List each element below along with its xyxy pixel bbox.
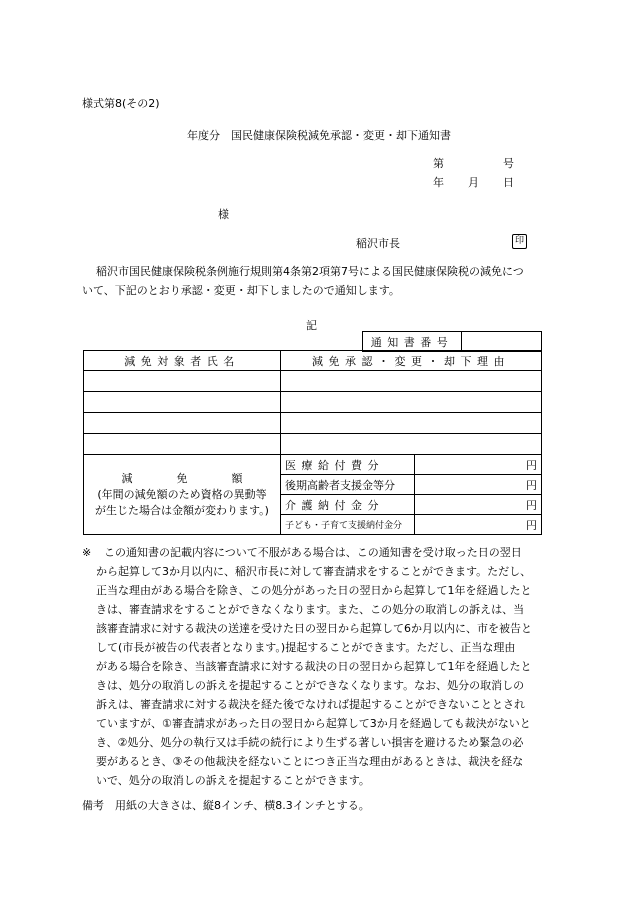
sender-name: 稲沢市長 [356, 237, 400, 250]
name-cell [84, 392, 281, 413]
name-cell [84, 371, 281, 392]
reduction-label: 減 免 額 [121, 471, 243, 485]
notes-mark: ※ [82, 546, 92, 559]
notes-line: き、②処分、処分の執行又は手続の続行により生ずる著しい損害を避けるため緊急の必 [96, 736, 524, 749]
notes-line: きは、処分の取消しの訴えを提起することができなくなります。なお、処分の取消しの [96, 679, 525, 692]
reason-cell [281, 434, 542, 455]
notes-line: きは、審査請求をすることができなくなります。また、この処分の取消しの訴えは、当 [96, 603, 525, 616]
notes-line: 正当な理由がある場合を除き、この処分があった日の翌日から起算して1年を経過したと [96, 584, 532, 597]
reason-cell [281, 413, 542, 434]
reduction-table [83, 350, 542, 535]
reason-cell [281, 371, 542, 392]
item-label: 子ども・子育て支援納付金分 [281, 515, 415, 535]
name-cell [84, 434, 281, 455]
item-unit: 円 [415, 475, 542, 495]
seal-mark [512, 233, 527, 249]
ki-heading: 記 [306, 319, 317, 332]
item-label: 後期高齢者支援金等分 [281, 475, 415, 495]
date-year: 年 [433, 176, 444, 189]
item-unit: 円 [415, 455, 542, 475]
doc-number-go: 号 [503, 157, 514, 170]
body-line-1: 稲沢市国民健康保険税条例施行規則第4条第2項第7号による国民健康保険税の減免につ [96, 265, 524, 278]
notice-number-table [362, 331, 542, 352]
col-header-name: 減免対象者氏名 [84, 351, 281, 371]
notice-number-label: 通知書番号 [363, 332, 462, 352]
notes-line: この通知書の記載内容について不服がある場合は、この通知書を受け取った日の翌日 [104, 546, 522, 559]
table-row [84, 413, 542, 434]
item-label: 介護納付金分 [281, 495, 415, 515]
notes-line: 要があるとき、③その他裁決を経ないことにつき正当な理由があるときは、裁決を経な [96, 755, 524, 768]
table-row [84, 371, 542, 392]
date-month: 月 [468, 176, 479, 189]
seal-icon: 印 [512, 234, 527, 249]
col-header-reason: 減免承認・変更・却下理由 [281, 351, 542, 371]
remark: 備考 用紙の大きさは、縦8インチ、横8.3インチとする。 [82, 799, 370, 812]
date-day: 日 [503, 176, 514, 189]
item-label: 医療給付費分 [281, 455, 415, 475]
notes-line: ていますが、①審査請求があった日の翌日から起算して3か月を経過しても裁決がないと [96, 717, 531, 730]
table-row [84, 434, 542, 455]
name-cell [84, 413, 281, 434]
item-unit: 円 [415, 515, 542, 535]
notes-line: 訴えは、審査請求に対する裁決を経た後でなければ提起することができないこととされ [96, 698, 525, 711]
table-row [84, 392, 542, 413]
notes-line: 該審査請求に対する裁決の送達を受けた日の翌日から起算して6か月以内に、市を被告と [96, 622, 532, 635]
body-line-2: いて、下記のとおり承認・変更・却下しましたので通知します。 [82, 284, 400, 297]
notes-line: いで、処分の取消しの訴えを提起することができます。 [96, 774, 370, 787]
reason-cell [281, 392, 542, 413]
notice-number-value [462, 332, 542, 352]
reduction-amount-cell [84, 455, 281, 535]
notes-line: がある場合を除き、当該審査請求に対する裁決の日の翌日から起算して1年を経過したと [96, 660, 532, 673]
reduction-note-1: (年間の減免額のため資格の異動等 [97, 487, 267, 501]
document-title: 年度分 国民健康保険税減免承認・変更・却下通知書 [187, 129, 451, 142]
addressee-suffix: 様 [218, 208, 229, 221]
notes-line: して(市長が被告の代表者となります。)提起することができます。ただし、正当な理由 [96, 641, 516, 654]
form-label: 様式第8(その2) [82, 97, 160, 110]
notes-line: から起算して3か月以内に、稲沢市長に対して審査請求をすることができます。ただし、 [96, 565, 532, 578]
item-unit: 円 [415, 495, 542, 515]
reduction-note-2: が生じた場合は金額が変わります。) [95, 503, 269, 517]
notes-block [96, 543, 532, 790]
doc-number-dai: 第 [433, 157, 444, 170]
